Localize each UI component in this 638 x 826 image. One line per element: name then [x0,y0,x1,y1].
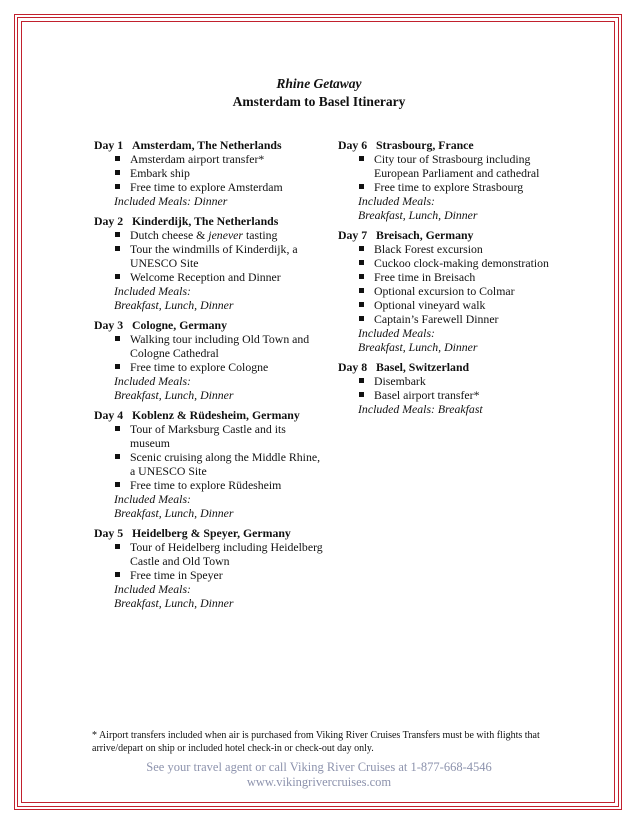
included-meals: Breakfast, Lunch, Dinner [114,506,234,520]
activity-text: Embark ship [130,166,190,180]
day-number: Day 5 [94,526,124,540]
activity-item [94,450,326,478]
activity-item [94,540,326,568]
square-bullet-icon [359,274,364,279]
itinerary-left-column [94,138,326,616]
activity-item [338,374,552,388]
activity-list [338,242,552,326]
included-meals: Included Meals: Breakfast [358,402,483,416]
contact-website-link[interactable]: www.vikingrivercruises.com [246,775,392,789]
page-subtitle: Amsterdam to Basel Itinerary [232,94,406,109]
day-number: Day 3 [94,318,124,332]
day-number: Day 4 [94,408,124,422]
activity-emphasis: jenever [208,228,244,242]
activity-item [338,312,552,326]
activity-text: Welcome Reception and Dinner [130,270,281,284]
page-title: Rhine Getaway [276,76,362,91]
day-heading [94,138,326,152]
square-bullet-icon [359,392,364,397]
activity-text: tasting [243,228,278,242]
activity-item [94,242,326,270]
activity-text: Free time to explore Rüdesheim [130,478,282,492]
contact-phone-line: See your travel agent or call Viking River Cruises at 1-877-668-4546 [146,760,492,774]
square-bullet-icon [359,246,364,251]
activity-item [338,388,552,402]
day-section [338,228,552,354]
day-location: Amsterdam, The Netherlands [132,138,282,152]
activity-text: Tour of Marksburg Castle and its museum [130,422,286,450]
activity-text: Optional excursion to Colmar [374,284,515,298]
square-bullet-icon [115,482,120,487]
day-section [94,214,326,312]
included-meals: Included Meals: [114,374,191,388]
included-meals: Breakfast, Lunch, Dinner [114,596,234,610]
activity-list [94,228,326,284]
activity-list [338,152,552,194]
activity-list [94,422,326,492]
activity-item [338,284,552,298]
square-bullet-icon [359,260,364,265]
square-bullet-icon [115,246,120,251]
day-heading [94,408,326,422]
activity-text: Scenic cruising along the Middle Rhine, a UNESCO Site [130,450,321,478]
day-location: Strasbourg, France [376,138,474,152]
activity-item [94,166,326,180]
day-location: Kinderdijk, The Netherlands [132,214,279,228]
activity-item [94,478,326,492]
square-bullet-icon [115,364,120,369]
included-meals: Included Meals: [358,326,435,340]
included-meals: Breakfast, Lunch, Dinner [114,388,234,402]
day-section [94,318,326,402]
day-location: Koblenz & Rüdesheim, Germany [132,408,300,422]
day-number: Day 2 [94,214,124,228]
activity-item [94,228,326,242]
activity-item [94,422,326,450]
activity-item [338,180,552,194]
activity-text: Free time to explore Amsterdam [130,180,283,194]
activity-text: Free time in Speyer [130,568,223,582]
square-bullet-icon [115,184,120,189]
activity-list [338,374,552,402]
included-meals: Included Meals: Dinner [114,194,228,208]
day-section [94,526,326,610]
activity-text: Dutch cheese & [130,228,209,242]
itinerary-right-column [338,138,552,422]
activity-item [94,568,326,582]
included-meals: Breakfast, Lunch, Dinner [358,340,478,354]
activity-list [94,540,326,582]
included-meals: Breakfast, Lunch, Dinner [358,208,478,222]
day-heading [338,228,552,242]
activity-text: Disembark [374,374,426,388]
activity-item [338,270,552,284]
activity-list [94,332,326,374]
activity-text: Basel airport transfer* [374,388,480,402]
activity-text: Free time in Breisach [374,270,476,284]
day-heading [94,526,326,540]
day-heading [94,318,326,332]
square-bullet-icon [359,184,364,189]
day-location: Basel, Switzerland [376,360,470,374]
activity-item [338,242,552,256]
square-bullet-icon [115,274,120,279]
day-number: Day 7 [338,228,368,242]
day-location: Cologne, Germany [132,318,228,332]
activity-list [94,152,326,194]
square-bullet-icon [359,156,364,161]
day-location: Breisach, Germany [376,228,474,242]
airport-transfer-footnote: * Airport transfers included when air is purchased from Viking River Cruises Transfers must be with flights that arrive/depart on ship or included hotel check-in or check-out day only. [92,730,540,754]
day-section [94,138,326,208]
activity-text: City tour of Strasbourg including European Parliament and cathedral [374,152,540,180]
activity-item [94,180,326,194]
activity-text: Free time to explore Cologne [130,360,269,374]
included-meals: Breakfast, Lunch, Dinner [114,298,234,312]
day-number: Day 6 [338,138,368,152]
day-heading [94,214,326,228]
included-meals: Included Meals: [114,492,191,506]
day-number: Day 8 [338,360,368,374]
activity-text: Tour the windmills of Kinderdijk, a UNESCO Site [130,242,298,270]
activity-text: Free time to explore Strasbourg [374,180,524,194]
activity-item [94,270,326,284]
activity-item [94,152,326,166]
day-number: Day 1 [94,138,124,152]
square-bullet-icon [115,170,120,175]
activity-text: Walking tour including Old Town and Cologne Cathedral [130,332,310,360]
activity-text: Tour of Heidelberg including Heidelberg Castle and Old Town [130,540,323,568]
contact-block [0,760,638,790]
included-meals: Included Meals: [114,284,191,298]
included-meals: Included Meals: [358,194,435,208]
square-bullet-icon [115,156,120,161]
square-bullet-icon [115,454,120,459]
activity-item [338,256,552,270]
square-bullet-icon [359,302,364,307]
activity-text: Captain’s Farewell Dinner [374,312,499,326]
day-section [338,360,552,416]
square-bullet-icon [115,232,120,237]
activity-text: Optional vineyard walk [374,298,486,312]
square-bullet-icon [115,544,120,549]
day-heading [338,138,552,152]
activity-text: Black Forest excursion [374,242,483,256]
activity-item [338,152,552,180]
square-bullet-icon [359,378,364,383]
activity-text: Amsterdam airport transfer* [130,152,265,166]
square-bullet-icon [115,572,120,577]
activity-item [338,298,552,312]
day-location: Heidelberg & Speyer, Germany [132,526,291,540]
day-section [338,138,552,222]
activity-text: Cuckoo clock-making demonstration [374,256,549,270]
activity-item [94,332,326,360]
day-heading [338,360,552,374]
square-bullet-icon [115,336,120,341]
square-bullet-icon [115,426,120,431]
included-meals: Included Meals: [114,582,191,596]
square-bullet-icon [359,288,364,293]
square-bullet-icon [359,316,364,321]
activity-item [94,360,326,374]
day-section [94,408,326,520]
